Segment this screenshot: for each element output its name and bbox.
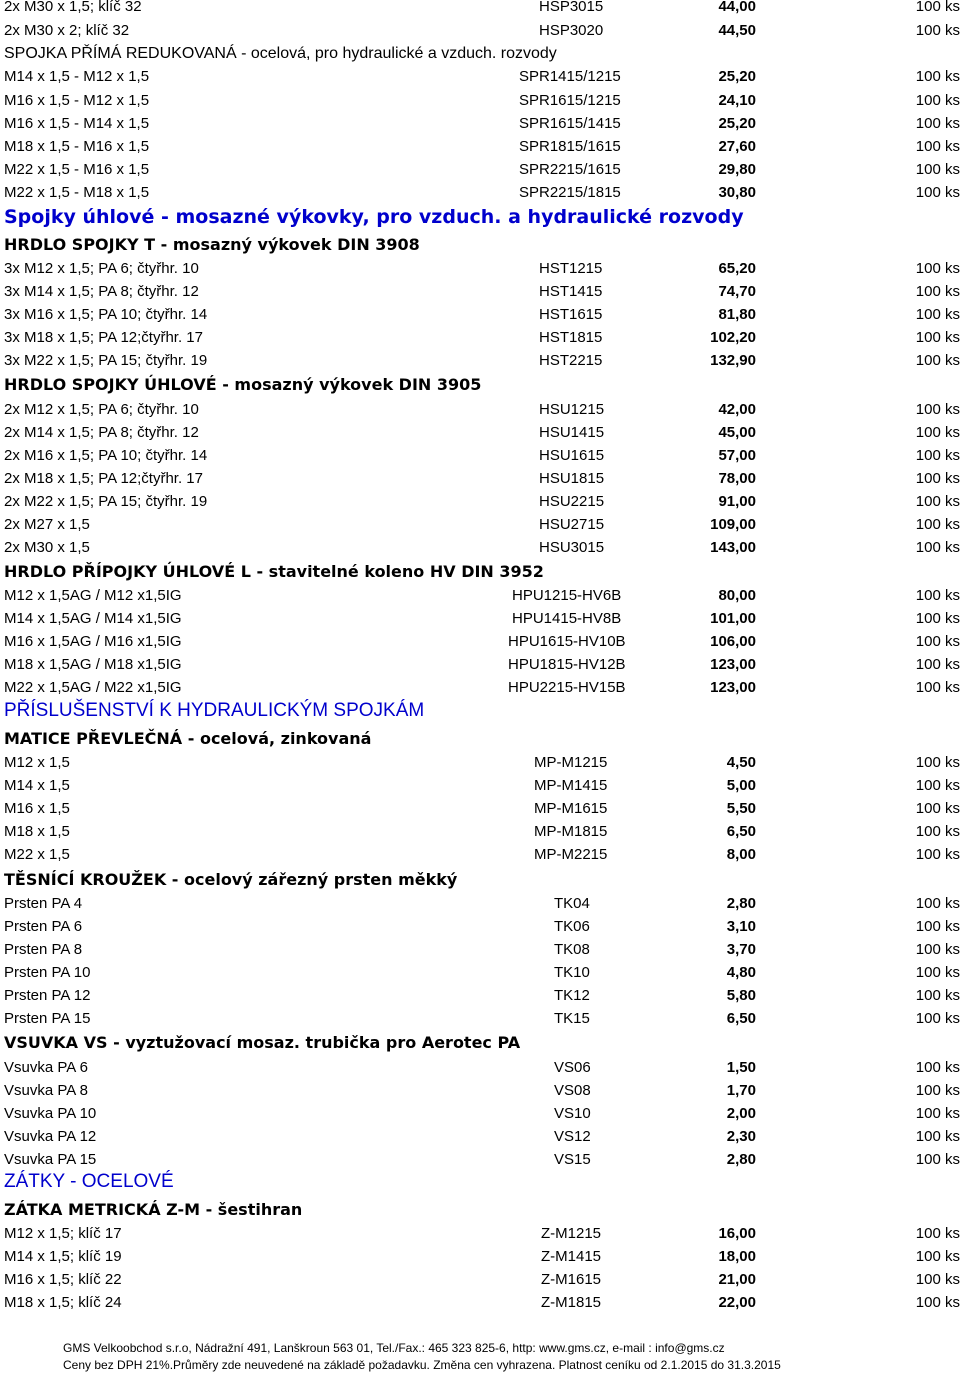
item-description: 2x M18 x 1,5; PA 12;čtyřhr. 17: [4, 470, 203, 487]
subsection-heading-bold: HRDLO PŘÍPOJKY ÚHLOVÉ L -: [4, 562, 269, 581]
item-price: 16,00: [718, 1225, 756, 1242]
table-row: [0, 1125, 960, 1148]
item-package: 100 ks: [915, 539, 960, 556]
item-package: 100 ks: [915, 68, 960, 85]
item-price: 5,80: [726, 987, 756, 1004]
item-description: 2x M12 x 1,5; PA 6; čtyřhr. 10: [4, 401, 199, 418]
item-price: 30,80: [718, 184, 756, 201]
item-package: 100 ks: [915, 424, 960, 441]
item-price: 2,80: [726, 1151, 756, 1168]
item-package: 100 ks: [915, 777, 960, 794]
footer-contact: GMS Velkoobchod s.r.o, Nádražní 491, Lanškroun 563 01, Tel./Fax.: 465 323 825-6, http: www.gms.cz, e-mail : info@gms.cz: [63, 1341, 725, 1355]
item-code: HSU2215: [539, 493, 605, 510]
table-row: [0, 257, 960, 280]
item-package: 100 ks: [915, 1151, 960, 1168]
table-row: [0, 467, 960, 490]
subsection-heading: VSUVKA VS - vyztužovací mosaz. trubička pro Aerotec PA: [4, 1033, 521, 1052]
item-description: 2x M30 x 1,5; klíč 32: [4, 0, 142, 15]
item-description: 2x M14 x 1,5; PA 8; čtyřhr. 12: [4, 424, 199, 441]
table-row: [0, 1268, 960, 1291]
item-price: 101,00: [710, 610, 756, 627]
item-price: 42,00: [718, 401, 756, 418]
item-code: HPU2215-HV15B: [508, 679, 626, 696]
item-description: M22 x 1,5: [4, 846, 70, 863]
item-package: 100 ks: [915, 516, 960, 533]
item-package: 100 ks: [915, 679, 960, 696]
item-price: 5,00: [726, 777, 756, 794]
item-description: 3x M18 x 1,5; PA 12;čtyřhr. 17: [4, 329, 203, 346]
table-row: [0, 1102, 960, 1125]
item-code: TK12: [554, 987, 590, 1004]
table-row: [0, 774, 960, 797]
item-package: 100 ks: [915, 1059, 960, 1076]
item-price: 143,00: [710, 539, 756, 556]
item-code: SPR1415/1215: [519, 68, 621, 85]
item-description: M12 x 1,5AG / M12 x1,5IG: [4, 587, 182, 604]
item-description: M14 x 1,5AG / M14 x1,5IG: [4, 610, 182, 627]
table-row: [0, 158, 960, 181]
subsection-heading: TĚSNÍCÍ KROUŽEK - ocelový zářezný prsten měkký: [4, 870, 458, 889]
item-description: 2x M30 x 2; klíč 32: [4, 22, 130, 39]
item-code: HSU1615: [539, 447, 605, 464]
item-package: 100 ks: [915, 918, 960, 935]
table-row: [0, 181, 960, 204]
item-package: 100 ks: [915, 964, 960, 981]
item-package: 100 ks: [915, 895, 960, 912]
table-row: [0, 915, 960, 938]
item-package: 100 ks: [915, 1010, 960, 1027]
item-price: 1,70: [726, 1082, 756, 1099]
table-row: [0, 653, 960, 676]
item-code: HST1815: [539, 329, 603, 346]
table-row: [0, 630, 960, 653]
item-price: 2,00: [726, 1105, 756, 1122]
table-row: [0, 892, 960, 915]
item-description: M22 x 1,5 - M16 x 1,5: [4, 161, 150, 178]
table-row: [0, 490, 960, 513]
item-description: M18 x 1,5AG / M18 x1,5IG: [4, 656, 182, 673]
table-row: [0, 349, 960, 372]
item-description: Prsten PA 6: [4, 918, 83, 935]
table-row: [0, 89, 960, 112]
item-description: M16 x 1,5: [4, 800, 70, 817]
item-price: 4,80: [726, 964, 756, 981]
item-code: HST1215: [539, 260, 603, 277]
item-price: 3,10: [726, 918, 756, 935]
item-package: 100 ks: [915, 447, 960, 464]
item-package: 100 ks: [915, 633, 960, 650]
item-code: MP-M1415: [534, 777, 608, 794]
item-price: 65,20: [718, 260, 756, 277]
item-package: 100 ks: [915, 1105, 960, 1122]
item-description: M18 x 1,5 - M16 x 1,5: [4, 138, 150, 155]
table-row: [0, 398, 960, 421]
item-package: 100 ks: [915, 610, 960, 627]
item-package: 100 ks: [915, 987, 960, 1004]
item-package: 100 ks: [915, 184, 960, 201]
item-package: 100 ks: [915, 1225, 960, 1242]
item-code: SPR2215/1815: [519, 184, 621, 201]
item-code: Z-M1615: [541, 1271, 602, 1288]
item-description: Vsuvka PA 8: [4, 1082, 88, 1099]
item-code: MP-M1615: [534, 800, 608, 817]
table-row: [0, 820, 960, 843]
item-price: 3,70: [726, 941, 756, 958]
table-row: [0, 0, 960, 18]
item-description: Prsten PA 12: [4, 987, 91, 1004]
item-description: M14 x 1,5; klíč 19: [4, 1248, 122, 1265]
item-price: 29,80: [718, 161, 756, 178]
item-price: 123,00: [710, 679, 756, 696]
item-price: 81,80: [718, 306, 756, 323]
table-row: [0, 938, 960, 961]
footer-notice: Ceny bez DPH 21%.Průměry zde neuvedené na základě požadavku. Změna cen vyhrazena. Platnost ceníku od 2.1.2015 do 31.3.2015: [63, 1358, 781, 1372]
item-price: 102,20: [710, 329, 756, 346]
item-code: HST1615: [539, 306, 603, 323]
item-code: HPU1415-HV8B: [512, 610, 622, 627]
table-row: [0, 65, 960, 88]
table-row: [0, 1056, 960, 1079]
item-description: M16 x 1,5AG / M16 x1,5IG: [4, 633, 182, 650]
table-row: [0, 1222, 960, 1245]
item-package: 100 ks: [915, 470, 960, 487]
table-row: [0, 1007, 960, 1030]
section-heading: PŘÍSLUŠENSTVÍ K HYDRAULICKÝM SPOJKÁM: [4, 700, 425, 721]
item-package: 100 ks: [915, 260, 960, 277]
subsection-heading: MATICE PŘEVLEČNÁ - ocelová, zinkovaná: [4, 729, 372, 748]
item-code: MP-M2215: [534, 846, 608, 863]
item-code: Z-M1415: [541, 1248, 602, 1265]
item-description: M12 x 1,5: [4, 754, 70, 771]
item-code: TK15: [554, 1010, 590, 1027]
item-package: 100 ks: [915, 846, 960, 863]
item-package: 100 ks: [915, 306, 960, 323]
table-row: [0, 326, 960, 349]
item-package: 100 ks: [915, 0, 960, 15]
item-price: 1,50: [726, 1059, 756, 1076]
item-description: M22 x 1,5AG / M22 x1,5IG: [4, 679, 182, 696]
subsection-heading: [4, 560, 544, 584]
item-description: Prsten PA 15: [4, 1010, 91, 1027]
item-price: 44,50: [718, 22, 756, 39]
item-code: HST1415: [539, 283, 603, 300]
item-price: 57,00: [718, 447, 756, 464]
item-package: 100 ks: [915, 352, 960, 369]
item-description: M16 x 1,5 - M12 x 1,5: [4, 92, 150, 109]
item-code: SPR1615/1215: [519, 92, 621, 109]
table-row: [0, 1291, 960, 1314]
table-row: [0, 1079, 960, 1102]
item-price: 22,00: [718, 1294, 756, 1311]
item-price: 24,10: [718, 92, 756, 109]
item-code: HPU1215-HV6B: [512, 587, 622, 604]
item-description: Vsuvka PA 12: [4, 1128, 97, 1145]
item-price: 6,50: [726, 1010, 756, 1027]
item-price: 2,30: [726, 1128, 756, 1145]
item-package: 100 ks: [915, 1271, 960, 1288]
item-code: TK04: [554, 895, 590, 912]
item-price: 4,50: [726, 754, 756, 771]
item-code: SPR1815/1615: [519, 138, 621, 155]
table-row: [0, 19, 960, 42]
item-package: 100 ks: [915, 1248, 960, 1265]
item-package: 100 ks: [915, 1294, 960, 1311]
item-code: VS15: [554, 1151, 591, 1168]
item-code: TK06: [554, 918, 590, 935]
item-package: 100 ks: [915, 823, 960, 840]
item-code: HPU1815-HV12B: [508, 656, 626, 673]
item-code: SPR1615/1415: [519, 115, 621, 132]
item-description: 2x M27 x 1,5: [4, 516, 90, 533]
subsection-heading: ZÁTKA METRICKÁ Z-M - šestihran: [4, 1200, 303, 1219]
item-description: M22 x 1,5 - M18 x 1,5: [4, 184, 150, 201]
section-heading: SPOJKA PŘÍMÁ REDUKOVANÁ - ocelová, pro hydraulické a vzduch. rozvody: [4, 45, 557, 62]
item-price: 80,00: [718, 587, 756, 604]
table-row: [0, 843, 960, 866]
item-package: 100 ks: [915, 138, 960, 155]
item-description: 3x M12 x 1,5; PA 6; čtyřhr. 10: [4, 260, 199, 277]
item-code: VS12: [554, 1128, 591, 1145]
item-price: 123,00: [710, 656, 756, 673]
item-description: 2x M22 x 1,5; PA 15; čtyřhr. 19: [4, 493, 208, 510]
item-code: HSU1415: [539, 424, 605, 441]
item-price: 8,00: [726, 846, 756, 863]
item-code: HST2215: [539, 352, 603, 369]
item-package: 100 ks: [915, 754, 960, 771]
item-description: M14 x 1,5 - M12 x 1,5: [4, 68, 150, 85]
table-row: [0, 607, 960, 630]
item-price: 132,90: [710, 352, 756, 369]
item-price: 25,20: [718, 68, 756, 85]
table-row: [0, 676, 960, 699]
item-description: M16 x 1,5 - M14 x 1,5: [4, 115, 150, 132]
item-description: 3x M22 x 1,5; PA 15; čtyřhr. 19: [4, 352, 208, 369]
item-price: 27,60: [718, 138, 756, 155]
item-code: HSP3015: [539, 0, 604, 15]
item-package: 100 ks: [915, 283, 960, 300]
table-row: [0, 513, 960, 536]
section-heading: Spojky úhlové - mosazné výkovky, pro vzduch. a hydraulické rozvody: [4, 206, 744, 228]
item-description: 2x M16 x 1,5; PA 10; čtyřhr. 14: [4, 447, 208, 464]
table-row: [0, 135, 960, 158]
item-package: 100 ks: [915, 941, 960, 958]
item-price: 91,00: [718, 493, 756, 510]
item-package: 100 ks: [915, 22, 960, 39]
item-price: 74,70: [718, 283, 756, 300]
table-row: [0, 984, 960, 1007]
table-row: [0, 303, 960, 326]
item-package: 100 ks: [915, 329, 960, 346]
item-package: 100 ks: [915, 587, 960, 604]
item-description: Prsten PA 4: [4, 895, 83, 912]
item-price: 21,00: [718, 1271, 756, 1288]
subsection-heading: HRDLO SPOJKY T - mosazný výkovek DIN 3908: [4, 235, 420, 254]
item-package: 100 ks: [915, 1082, 960, 1099]
item-package: 100 ks: [915, 493, 960, 510]
table-row: [0, 797, 960, 820]
item-description: 2x M30 x 1,5: [4, 539, 90, 556]
item-description: Vsuvka PA 10: [4, 1105, 97, 1122]
table-row: [0, 1148, 960, 1171]
item-code: SPR2215/1615: [519, 161, 621, 178]
table-row: [0, 536, 960, 559]
item-code: HSU1815: [539, 470, 605, 487]
item-description: M12 x 1,5; klíč 17: [4, 1225, 122, 1242]
item-price: 2,80: [726, 895, 756, 912]
item-description: M16 x 1,5; klíč 22: [4, 1271, 122, 1288]
table-row: [0, 1245, 960, 1268]
item-code: HSU1215: [539, 401, 605, 418]
subsection-heading: HRDLO SPOJKY ÚHLOVÉ - mosazný výkovek DIN 3905: [4, 375, 482, 394]
item-description: M18 x 1,5; klíč 24: [4, 1294, 122, 1311]
item-code: Z-M1215: [541, 1225, 602, 1242]
item-price: 44,00: [718, 0, 756, 15]
item-description: Vsuvka PA 15: [4, 1151, 97, 1168]
table-row: [0, 961, 960, 984]
table-row: [0, 280, 960, 303]
table-row: [0, 112, 960, 135]
item-package: 100 ks: [915, 656, 960, 673]
item-price: 6,50: [726, 823, 756, 840]
section-heading: ZÁTKY - OCELOVÉ: [4, 1171, 174, 1192]
item-price: 25,20: [718, 115, 756, 132]
item-description: Prsten PA 8: [4, 941, 83, 958]
item-price: 18,00: [718, 1248, 756, 1265]
item-price: 109,00: [710, 516, 756, 533]
item-description: M18 x 1,5: [4, 823, 70, 840]
item-code: TK08: [554, 941, 590, 958]
item-package: 100 ks: [915, 92, 960, 109]
item-package: 100 ks: [915, 115, 960, 132]
item-code: HSU3015: [539, 539, 605, 556]
item-code: HSP3020: [539, 22, 604, 39]
item-description: Prsten PA 10: [4, 964, 91, 981]
table-row: [0, 421, 960, 444]
item-price: 106,00: [710, 633, 756, 650]
item-code: TK10: [554, 964, 590, 981]
item-price: 5,50: [726, 800, 756, 817]
item-code: VS08: [554, 1082, 591, 1099]
item-package: 100 ks: [915, 401, 960, 418]
item-code: MP-M1815: [534, 823, 608, 840]
item-price: 78,00: [718, 470, 756, 487]
subsection-heading-tail: stavitelné koleno HV DIN 3952: [268, 562, 544, 581]
item-package: 100 ks: [915, 1128, 960, 1145]
item-code: Z-M1815: [541, 1294, 602, 1311]
item-code: HSU2715: [539, 516, 605, 533]
item-code: VS06: [554, 1059, 591, 1076]
item-code: VS10: [554, 1105, 591, 1122]
item-code: MP-M1215: [534, 754, 608, 771]
item-description: M14 x 1,5: [4, 777, 70, 794]
item-description: 3x M14 x 1,5; PA 8; čtyřhr. 12: [4, 283, 199, 300]
item-description: Vsuvka PA 6: [4, 1059, 88, 1076]
item-price: 45,00: [718, 424, 756, 441]
item-description: 3x M16 x 1,5; PA 10; čtyřhr. 14: [4, 306, 208, 323]
table-row: [0, 751, 960, 774]
item-code: HPU1615-HV10B: [508, 633, 626, 650]
item-package: 100 ks: [915, 800, 960, 817]
table-row: [0, 584, 960, 607]
item-package: 100 ks: [915, 161, 960, 178]
table-row: [0, 444, 960, 467]
